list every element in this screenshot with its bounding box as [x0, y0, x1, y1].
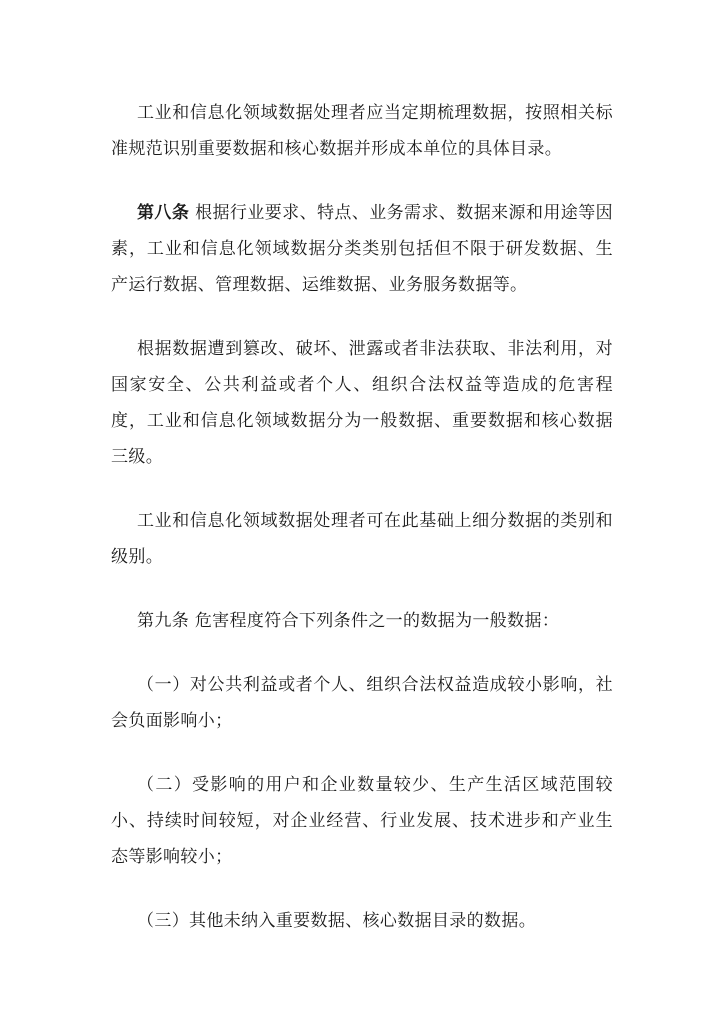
paragraph-text: 危害程度符合下列条件之一的数据为一般数据： — [189, 611, 560, 631]
paragraph-text: 根据行业要求、特点、业务需求、数据来源和用途等因素，工业和信息化领域数据分类类别包括但不限于研发数据、生产运行数据、管理数据、运维数据、业务服务数据等。 — [111, 203, 613, 295]
paragraph-article-9 — [111, 603, 613, 639]
paragraph-text: （二）受影响的用户和企业数量较少、生产生活区域范围较小、持续时间较短，对企业经营、行业发展、技术进步和产业生态等影响较小； — [111, 775, 613, 867]
article-label: 第八条 — [137, 203, 190, 223]
paragraph-text: 工业和信息化领域数据处理者应当定期梳理数据，按照相关标准规范识别重要数据和核心数据并形成本单位的具体目录。 — [111, 103, 613, 159]
paragraph-text: （一）对公共利益或者个人、组织合法权益造成较小影响，社会负面影响小； — [111, 675, 613, 731]
list-item-2 — [111, 767, 613, 875]
paragraph-data-levels — [111, 331, 613, 475]
list-item-1 — [111, 667, 613, 739]
paragraph-subdivision — [111, 503, 613, 575]
list-item-3 — [111, 903, 613, 939]
article-label: 第九条 — [137, 611, 190, 631]
paragraph-text: 根据数据遭到篡改、破坏、泄露或者非法获取、非法利用，对国家安全、公共利益或者个人、组织合法权益等造成的危害程度，工业和信息化领域数据分为一般数据、重要数据和核心数据三级。 — [111, 339, 613, 467]
paragraph-text: （三）其他未纳入重要数据、核心数据目录的数据。 — [137, 911, 537, 931]
paragraph-data-catalog — [111, 95, 613, 167]
paragraph-article-8 — [111, 195, 613, 303]
paragraph-text: 工业和信息化领域数据处理者可在此基础上细分数据的类别和级别。 — [111, 511, 613, 567]
